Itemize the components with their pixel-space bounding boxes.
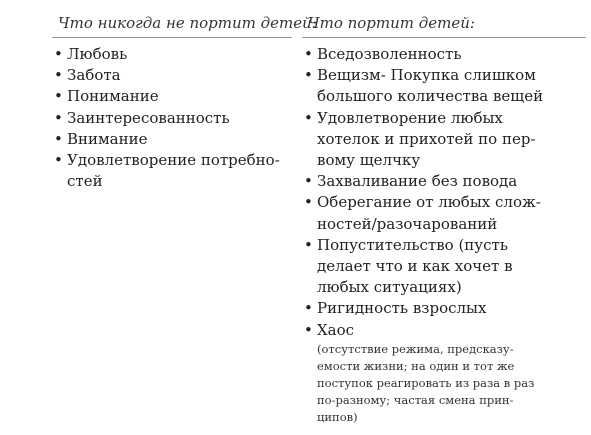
list-item-text: Вседозволенность (317, 45, 462, 63)
bullet-icon: • (54, 87, 63, 106)
list-item-text: Внимание (67, 129, 148, 148)
bullet-icon: • (304, 66, 313, 85)
list-item-text: Вещизм- Покупка слишком большого количества вещей (317, 66, 544, 106)
list-item-text: Ригидность взрослых (317, 299, 487, 318)
list-item (304, 320, 543, 426)
bullet-icon: • (304, 172, 313, 191)
list-item-text: Заинтересованность (67, 108, 230, 127)
bullet-icon: • (304, 320, 313, 339)
bullet-icon: • (54, 129, 63, 148)
bullet-icon: • (54, 151, 63, 170)
list-item (304, 108, 543, 172)
list-item (54, 150, 280, 192)
list-item (304, 192, 543, 234)
list-item (304, 298, 543, 319)
list-item-text: Хаос (317, 320, 355, 339)
bullet-icon: • (54, 66, 63, 85)
list-item (54, 108, 280, 129)
list-item-text: Оберегание от любых слож- ностей/разочарований (317, 193, 541, 233)
bullet-icon: • (304, 108, 313, 127)
list-item-text: Удовлетворение любых хотелок и прихотей по пер- вому щелчку (317, 108, 536, 170)
bullet-icon: • (304, 193, 313, 212)
list-item (54, 65, 280, 86)
bullet-icon: • (54, 45, 63, 63)
list-item (304, 65, 543, 107)
bullet-icon: • (304, 299, 313, 318)
list-item-text: Захваливание без повода (317, 172, 518, 191)
list-item (304, 44, 543, 65)
list-item-text: Забота (67, 66, 121, 85)
list-item-text: Попустительство (пусть делает что и как хочет в любых ситуациях) (317, 235, 513, 297)
list-item (304, 235, 543, 299)
list-item-note: (отсутствие режима, предсказу- емости жизни; на один и тот же поступок реагировать из раза в раз по-разному; частая смена прин- ципов) (317, 341, 535, 424)
left-list (54, 44, 280, 192)
list-item (54, 129, 280, 150)
right-list (304, 44, 543, 426)
bullet-icon: • (304, 45, 313, 63)
list-item-text: Удовлетворение потребно- стей (67, 151, 280, 191)
right-divider (302, 37, 586, 38)
left-heading: Что никогда не портит детей: (58, 14, 317, 32)
bullet-icon: • (304, 235, 313, 254)
list-item-text: Понимание (67, 87, 159, 106)
list-item (304, 171, 543, 192)
list-item-text: Любовь (67, 45, 128, 63)
right-heading: Что портит детей: (308, 14, 475, 32)
left-divider (52, 37, 292, 38)
list-item (54, 44, 280, 65)
bullet-icon: • (54, 108, 63, 127)
list-item (54, 86, 280, 107)
